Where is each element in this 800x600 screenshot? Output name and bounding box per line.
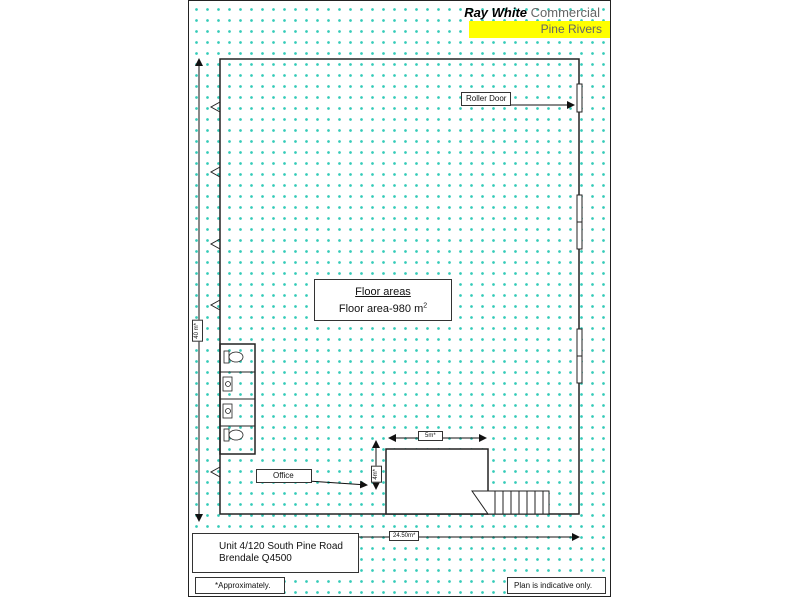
address-line-2: Brendale Q4500 bbox=[219, 553, 292, 564]
basin-icon bbox=[223, 377, 232, 418]
floor-area-title: Floor areas bbox=[355, 286, 411, 298]
toilet-icon bbox=[224, 351, 243, 441]
height-dimension-label: 40 m* bbox=[192, 320, 203, 342]
brand-name: Ray White bbox=[464, 5, 528, 20]
office-depth-label: 4m* bbox=[371, 466, 382, 483]
approx-note: *Approximately. bbox=[195, 577, 285, 594]
floor-area-value: Floor area-980 $m^2$ bbox=[338, 302, 428, 315]
office-width-label: 5m* bbox=[418, 431, 443, 441]
address-box bbox=[192, 533, 359, 573]
left-wall-doors bbox=[211, 102, 220, 477]
indicative-note: Plan is indicative only. bbox=[507, 577, 606, 594]
office-room bbox=[386, 449, 488, 514]
floor-area-box bbox=[314, 279, 452, 321]
brand-branch: Pine Rivers bbox=[540, 22, 602, 36]
roller-door-label: Roller Door bbox=[461, 92, 511, 106]
brand-division: Commercial bbox=[530, 5, 600, 20]
width-dimension-label: 24.50m* bbox=[389, 531, 419, 541]
floor-plan-sheet bbox=[188, 0, 611, 597]
office-arrow bbox=[308, 481, 367, 485]
address-line-1: Unit 4/120 South Pine Road bbox=[219, 541, 343, 552]
office-label: Office bbox=[256, 469, 312, 483]
